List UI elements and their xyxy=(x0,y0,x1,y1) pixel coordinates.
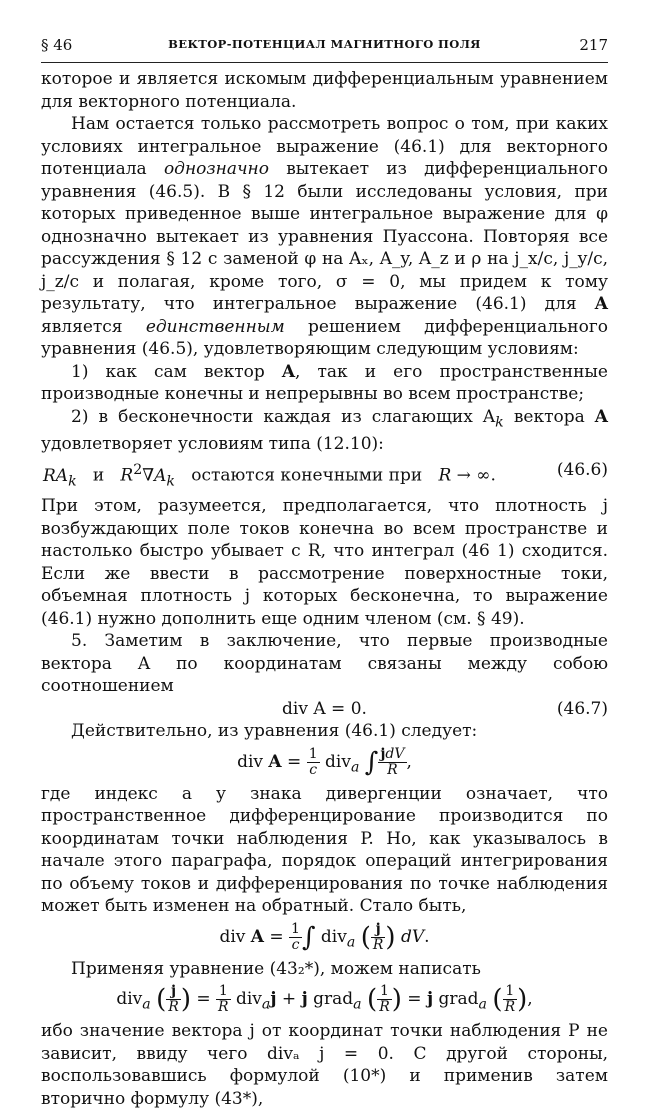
paragraph-6: где индекс a у знака дивергенции означает, что пространственное дифференцирование производится по координатам точки наблюдения P. Но, как указывалось в начале этого параграфа, порядок операций интегрирования по объему токов и дифференцирования по точке наблюдения может быть изменен на обратный. Стало быть, xyxy=(41,783,608,917)
paragraph-3: При этом, разумеется, предполагается, что плотность j возбуждающих поле токов конечна во всем пространстве и настолько быстро убывает с R, что интеграл (46 1) сходится. Если же ввести в рассмотрение поверхностные токи, объемная плотность j которых бесконечна, то выражение (46.1) нужно дополнить еще одним членом (см. § 49). xyxy=(41,496,608,629)
paragraph-1: которое и является искомым дифференциальным уравнением для векторного потенциала. xyxy=(41,69,608,112)
condition-2: 2) в бесконечности каждая из слагающих $A_k$ вектора A удовлетворяет условиям типа (12.10): xyxy=(41,406,608,455)
running-title: ВЕКТОР-ПОТЕНЦИАЛ МАГНИТНОГО ПОЛЯ xyxy=(168,37,481,51)
page-number: 217 xyxy=(579,36,608,54)
paragraph-8: ибо значение вектора j от координат точки наблюдения P не зависит, ввиду чего divₐ j = 0. С другой стороны, воспользовавшись формулой (10*) и применив затем вторично формулу (43*), xyxy=(41,1021,608,1109)
header-rule xyxy=(41,62,608,63)
paragraph-2: Нам остается только рассмотреть вопрос о том, при каких условиях интегральное выражение (46.1) для векторного потенциала однозначно вытекает из дифференциального уравнения (46.5). В § 12 были исследованы условия, при которых приведенное выше интегральное выражение для φ однозначно вытекает из уравнения Пуассона. Повторяя все рассуждения § 12 с заменой φ на Aₓ, A_y, A_z и ρ на j_x/c, j_y/c, j_z/c и полагая, кроме того, σ = 0, мы придем к тому результату, что интегральное выражение (46.1) для A является единственным решением дифференциального уравнения (46.5), удовлетворяющим следующим условиям: xyxy=(41,114,608,359)
equation-div-a-1: div A = $\frac{1}{c}$ div$_a$ ∫ $\frac{\text{jdV}}{R}$ , xyxy=(237,745,412,778)
equation-div-a-2: div A = $\frac{1}{c}$ ∫ div$_a$ ( $\frac{j}{R}$ ) dV. xyxy=(219,920,430,953)
paragraph-7: Применяя уравнение (43₂*), можем написать xyxy=(71,958,481,979)
paragraph-4: 5. Заметим в заключение, что первые производные вектора A по координатам связаны между собою соотношением xyxy=(41,631,608,697)
condition-1: 1) как сам вектор A, так и его пространственные производные конечны и непрерывны во всем пространстве; xyxy=(41,361,608,404)
equation-div-a-3: div$_a$ ( $\frac{j}{R}$ ) = $\frac{1}{R}$ div$_a$j + j grad$_a$ ( $\frac{1}{R}$ ) = j grad$_a$ ( $\frac{1}{R}$ ), xyxy=(116,983,533,1016)
paragraph-5: Действительно, из уравнения (46.1) следует: xyxy=(71,721,478,742)
page-header xyxy=(41,36,608,58)
equation-46-7: div A = 0. (46.7) xyxy=(282,698,608,719)
section-number: § 46 xyxy=(41,36,73,54)
page-body xyxy=(41,68,608,1110)
equation-46-6: $RA_k$ и $R^2\nabla A_k$ остаются конечными при R → ∞. (46.6) xyxy=(43,459,608,489)
